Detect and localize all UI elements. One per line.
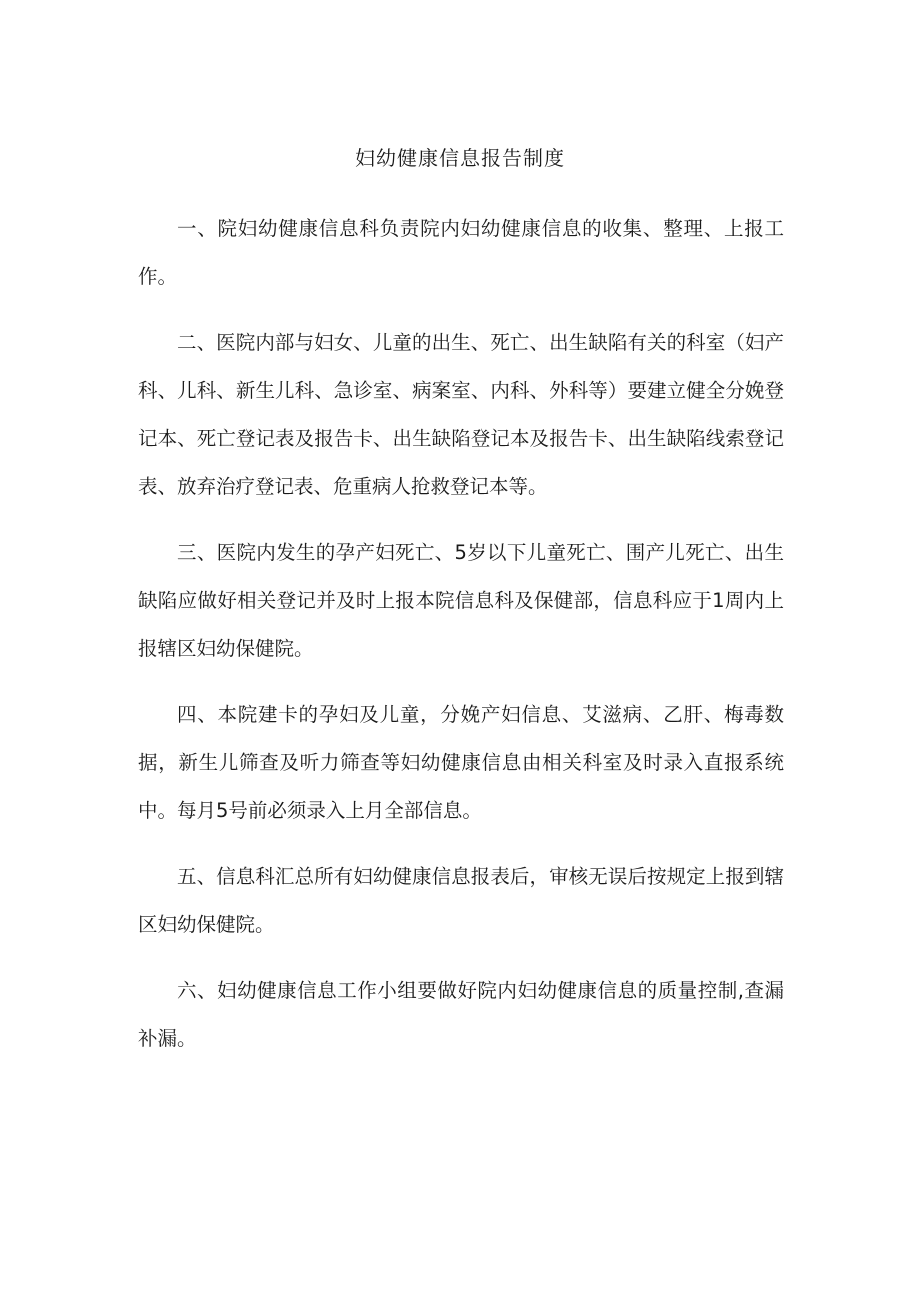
document-body	[138, 205, 784, 1081]
paragraph-2: 二、医院内部与妇女、儿童的出生、死亡、出生缺陷有关的科室（妇产科、儿科、新生儿科、急诊室、病案室、内科、外科等）要建立健全分娩登记本、死亡登记表及报告卡、出生缺陷登记本及报告卡、出生缺陷线索登记表、放弃治疗登记表、危重病人抢救登记本等。	[138, 331, 784, 498]
paragraph-6: 六、妇幼健康信息工作小组要做好院内妇幼健康信息的质量控制,查漏补漏。	[138, 979, 784, 1050]
paragraph-4: 四、本院建卡的孕妇及儿童，分娩产妇信息、艾滋病、乙肝、梅毒数据，新生儿筛查及听力筛查等妇幼健康信息由相关科室及时录入直报系统中。每月5号前必须录入上月全部信息。	[138, 703, 784, 822]
document-title: 妇幼健康信息报告制度	[355, 146, 565, 170]
paragraph-3: 三、医院内发生的孕产妇死亡、5岁以下儿童死亡、围产儿死亡、出生缺陷应做好相关登记并及时上报本院信息科及保健部，信息科应于1周内上报辖区妇幼保健院。	[138, 541, 784, 660]
paragraph-1: 一、院妇幼健康信息科负责院内妇幼健康信息的收集、整理、上报工作。	[138, 217, 784, 288]
paragraph-5: 五、信息科汇总所有妇幼健康信息报表后，审核无误后按规定上报到辖区妇幼保健院。	[138, 865, 784, 936]
